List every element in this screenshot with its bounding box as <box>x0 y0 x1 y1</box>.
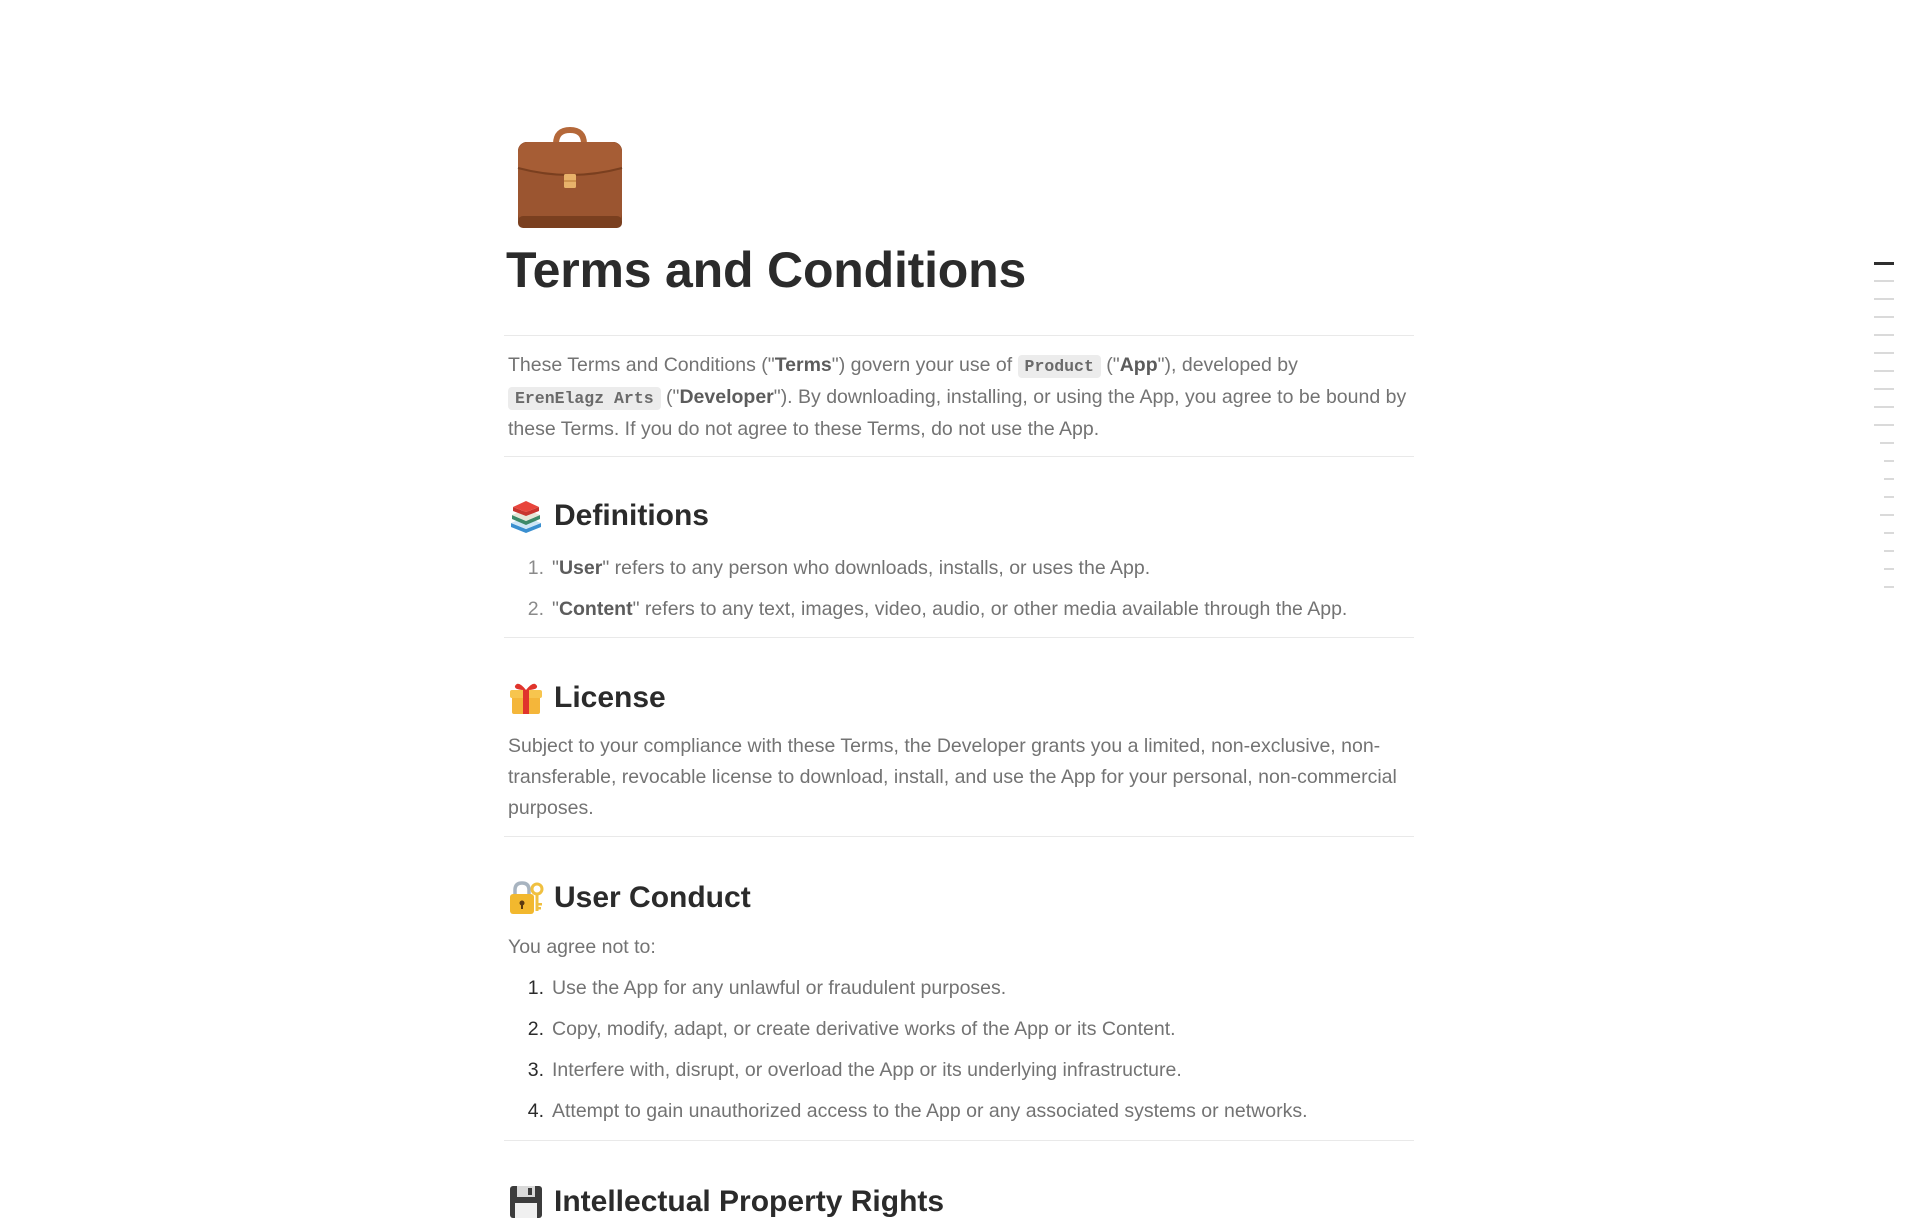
gift-icon <box>508 681 544 715</box>
list-item-text <box>544 556 1150 597</box>
heading-text: User Conduct <box>554 881 751 914</box>
quote: " <box>552 557 559 579</box>
toc-entry-9[interactable] <box>1874 424 1894 426</box>
divider <box>504 836 1414 837</box>
toc-entry-4[interactable] <box>1874 334 1894 336</box>
intro-text: "). By downloading, installing, or using the App, you agree to be bound by these Terms. If you do not agree to these Terms, do not use the App. <box>508 386 1407 440</box>
divider <box>504 637 1414 638</box>
floppy-disk-icon <box>508 1185 544 1219</box>
toc-entry-10[interactable] <box>1880 442 1894 444</box>
bold-term: User <box>558 557 603 579</box>
definitions-list <box>508 556 1408 638</box>
intro-text: These Terms and Conditions (" <box>508 354 775 376</box>
toc-entry-1[interactable] <box>1874 280 1894 282</box>
list-number: 1. <box>527 557 544 579</box>
toc-entry-6[interactable] <box>1874 370 1894 372</box>
intro-text: (" <box>1100 354 1120 376</box>
list-number: 3. <box>527 1059 544 1081</box>
list-item-text: Copy, modify, adapt, or create derivative works of the App or its Content. <box>552 1018 1176 1040</box>
toc-entry-3[interactable] <box>1874 316 1894 318</box>
bold-term: Terms <box>774 354 832 376</box>
license-paragraph[interactable]: Subject to your compliance with these Terms, the Developer grants you a limited, non-exclusive, non-transferable, revocable license to download, install, and use the App for your personal, non-commercial purposes. <box>508 735 1397 819</box>
conduct-list <box>508 976 1408 1140</box>
heading-definitions[interactable] <box>508 497 709 535</box>
list-item-text: Use the App for any unlawful or fraudulent purposes. <box>552 977 1007 999</box>
toc-entry-14[interactable] <box>1880 514 1894 516</box>
toc-entry-13[interactable] <box>1884 496 1894 498</box>
list-item[interactable] <box>508 976 1408 1017</box>
intro-text: (" <box>660 386 680 408</box>
heading-text: Definitions <box>554 499 709 532</box>
list-number: 4. <box>527 1100 544 1122</box>
divider <box>504 1140 1414 1141</box>
list-item[interactable] <box>508 1099 1408 1140</box>
list-number: 1. <box>527 977 544 999</box>
definition-text: " refers to any text, images, video, audio, or other media available through the App. <box>632 598 1348 620</box>
toc-entry-12[interactable] <box>1884 478 1894 480</box>
list-item-text: Attempt to gain unauthorized access to the App or any associated systems or networks. <box>552 1100 1308 1122</box>
heading-user-conduct[interactable] <box>508 879 751 917</box>
page-title[interactable]: Terms and Conditions <box>506 242 1027 298</box>
list-number: 2. <box>527 598 544 620</box>
quote: " <box>552 598 559 620</box>
list-item[interactable] <box>508 556 1408 597</box>
conduct-intro[interactable]: You agree not to: <box>508 936 656 958</box>
bold-term: App <box>1119 354 1158 376</box>
toc-entry-17[interactable] <box>1884 568 1894 570</box>
books-icon <box>508 499 544 533</box>
heading-text: License <box>554 681 666 714</box>
toc-entry-5[interactable] <box>1874 352 1894 354</box>
intro-text: ") govern your use of <box>831 354 1018 376</box>
intro-paragraph[interactable] <box>508 350 1408 445</box>
toc-entry-0[interactable] <box>1874 262 1894 265</box>
toc-entry-8[interactable] <box>1874 406 1894 408</box>
list-item[interactable] <box>508 1058 1408 1099</box>
inline-code-developer: ErenElagz Arts <box>508 387 661 410</box>
definition-text: " refers to any person who downloads, installs, or uses the App. <box>602 557 1151 579</box>
bold-term: Content <box>558 598 633 620</box>
bold-term: Developer <box>679 386 774 408</box>
list-item[interactable] <box>508 1017 1408 1058</box>
divider <box>504 335 1414 336</box>
divider <box>504 456 1414 457</box>
toc-entry-18[interactable] <box>1884 586 1894 588</box>
toc-entry-16[interactable] <box>1884 550 1894 552</box>
briefcase-icon[interactable] <box>512 124 628 232</box>
heading-text: Intellectual Property Rights <box>554 1185 945 1218</box>
heading-license[interactable] <box>508 679 666 717</box>
list-item[interactable] <box>508 597 1408 638</box>
lock-with-key-icon <box>508 881 544 915</box>
list-number: 2. <box>527 1018 544 1040</box>
intro-text: "), developed by <box>1157 354 1298 376</box>
toc-entry-7[interactable] <box>1874 388 1894 390</box>
toc-entry-15[interactable] <box>1884 532 1894 534</box>
toc-entry-11[interactable] <box>1884 460 1894 462</box>
list-item-text: Interfere with, disrupt, or overload the App or its underlying infrastructure. <box>552 1059 1182 1081</box>
toc-entry-2[interactable] <box>1874 298 1894 300</box>
heading-intellectual-property[interactable] <box>508 1183 944 1221</box>
list-item-text <box>544 597 1347 638</box>
inline-code-product: Product <box>1018 355 1101 378</box>
